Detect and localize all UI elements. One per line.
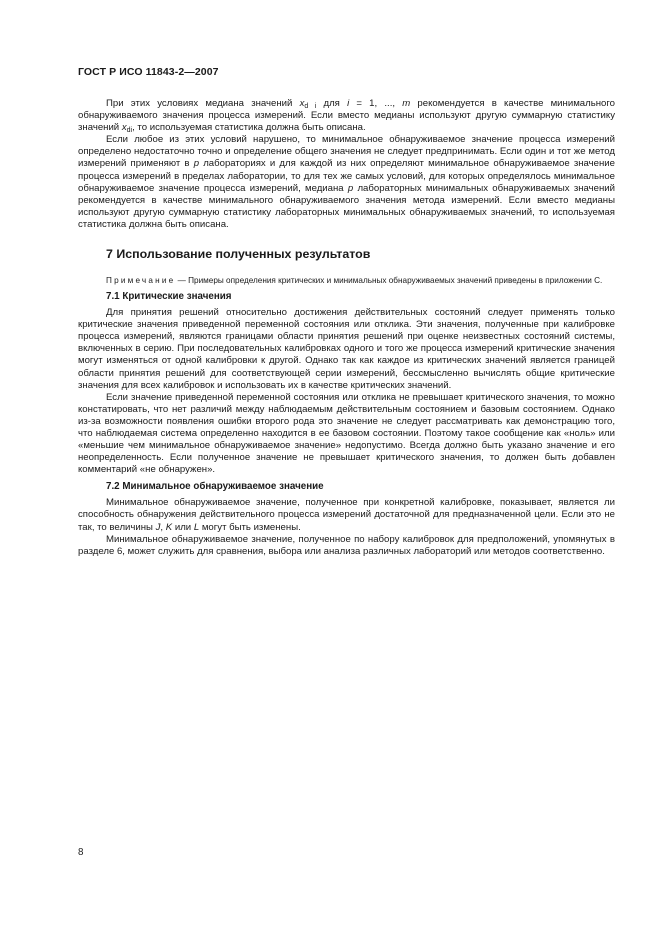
section-7-2-heading: 7.2 Минимальное обнаруживаемое значение <box>106 481 324 493</box>
document-header: ГОСТ Р ИСО 11843-2—2007 <box>78 66 219 78</box>
paragraph-min-detectable-1: Минимальное обнаруживаемое значение, полученное при конкретной калибровке, показывает, является ли способность обнаружения действительного процесса измерений достаточной для предназначенной цели. Если это не так, то величины J, K или L могут быть изменены. <box>78 497 615 533</box>
page-content <box>78 98 615 558</box>
section-7-heading: 7 Использование полученных результатов <box>106 247 371 262</box>
paragraph-min-detectable-2: Минимальное обнаруживаемое значение, полученное по набору калибровок для предположений, упомянутых в разделе 6, может служить для сравнения, выбора или анализа различных лабораторий или методов соответственно. <box>78 533 615 557</box>
page-number: 8 <box>78 847 84 858</box>
paragraph-conditions-violated: Если любое из этих условий нарушено, то минимальное обнаруживаемое значение процесса измерений определено недостаточно точно и определение общего значения не следует предпринимать. Если один и тот же метод измерений применяют в p лабораториях и для каждой из них определяют минимальное обнаруживаемое значение процесса измерений в пределах лаборатории, то для тех же самых условий, для которых определялось минимальное обнаруживаемое значение процесса измерений, медиана p лабораторных минимальных обнаруживаемых значений рекомендуется в качестве минимального обнаруживаемого значения метода измерений. Если вместо медианы используют другую суммарную статистику лабораторных минимальных обнаруживаемых значений, то используемая статистика должна быть описана. <box>78 134 616 230</box>
section-7-1-heading: 7.1 Критические значения <box>106 291 232 303</box>
note-label: Примечание <box>106 276 176 286</box>
paragraph-median-conditions: При этих условиях медиана значений $x_{d i}$ для i = 1, ..., m рекомендуется в качестве минимального обнаруживаемого значения процесса измерений. Если вместо медианы используют другую суммарную статистику значений $x_{di}$, то используемая статистика должна быть описана. <box>78 98 615 135</box>
note-paragraph: Примечание — Примеры определения критических и минимальных обнаруживаемых значений приведены в приложении С. <box>106 276 603 286</box>
paragraph-critical-values-1: Для принятия решений относительно достижения действительных состояний следует применять только критические значения приведенной переменной состояния или отклика. Эти значения, полученные при калибровке процесса измерений, являются границами области принятия решений при оценке неизвестных состояний системы, включенных в серию. При последовательных калибровках одного и того же процесса измерений критические значения могут изменяться от одной калибровки к другой. Однако так как каждое из критических значений является границей области принятия решений для соответствующей серии измерений, бессмысленно вычислять общие критические значения для всех калибровок и использовать их в качестве критических значений. <box>78 307 615 391</box>
paragraph-critical-values-2: Если значение приведенной переменной состояния или отклика не превышает критического значения, то можно констатировать, что нет различий между наблюдаемым действительным состоянием и базовым состоянием. Однако из-за возможности появления ошибки второго рода это значение не следует рассматривать как демонстрацию того, что наблюдаемая система определенно находится в ее базовом состоянии. Поэтому такое сообщение как «ноль» или «меньшие чем минимальное обнаруживаемое значение» недопустимо. Всегда должно быть указано значение и его неопределенность. Если полученное значение не превышает критического значения, то должен быть добавлен комментарий «не обнаружен». <box>78 391 615 476</box>
